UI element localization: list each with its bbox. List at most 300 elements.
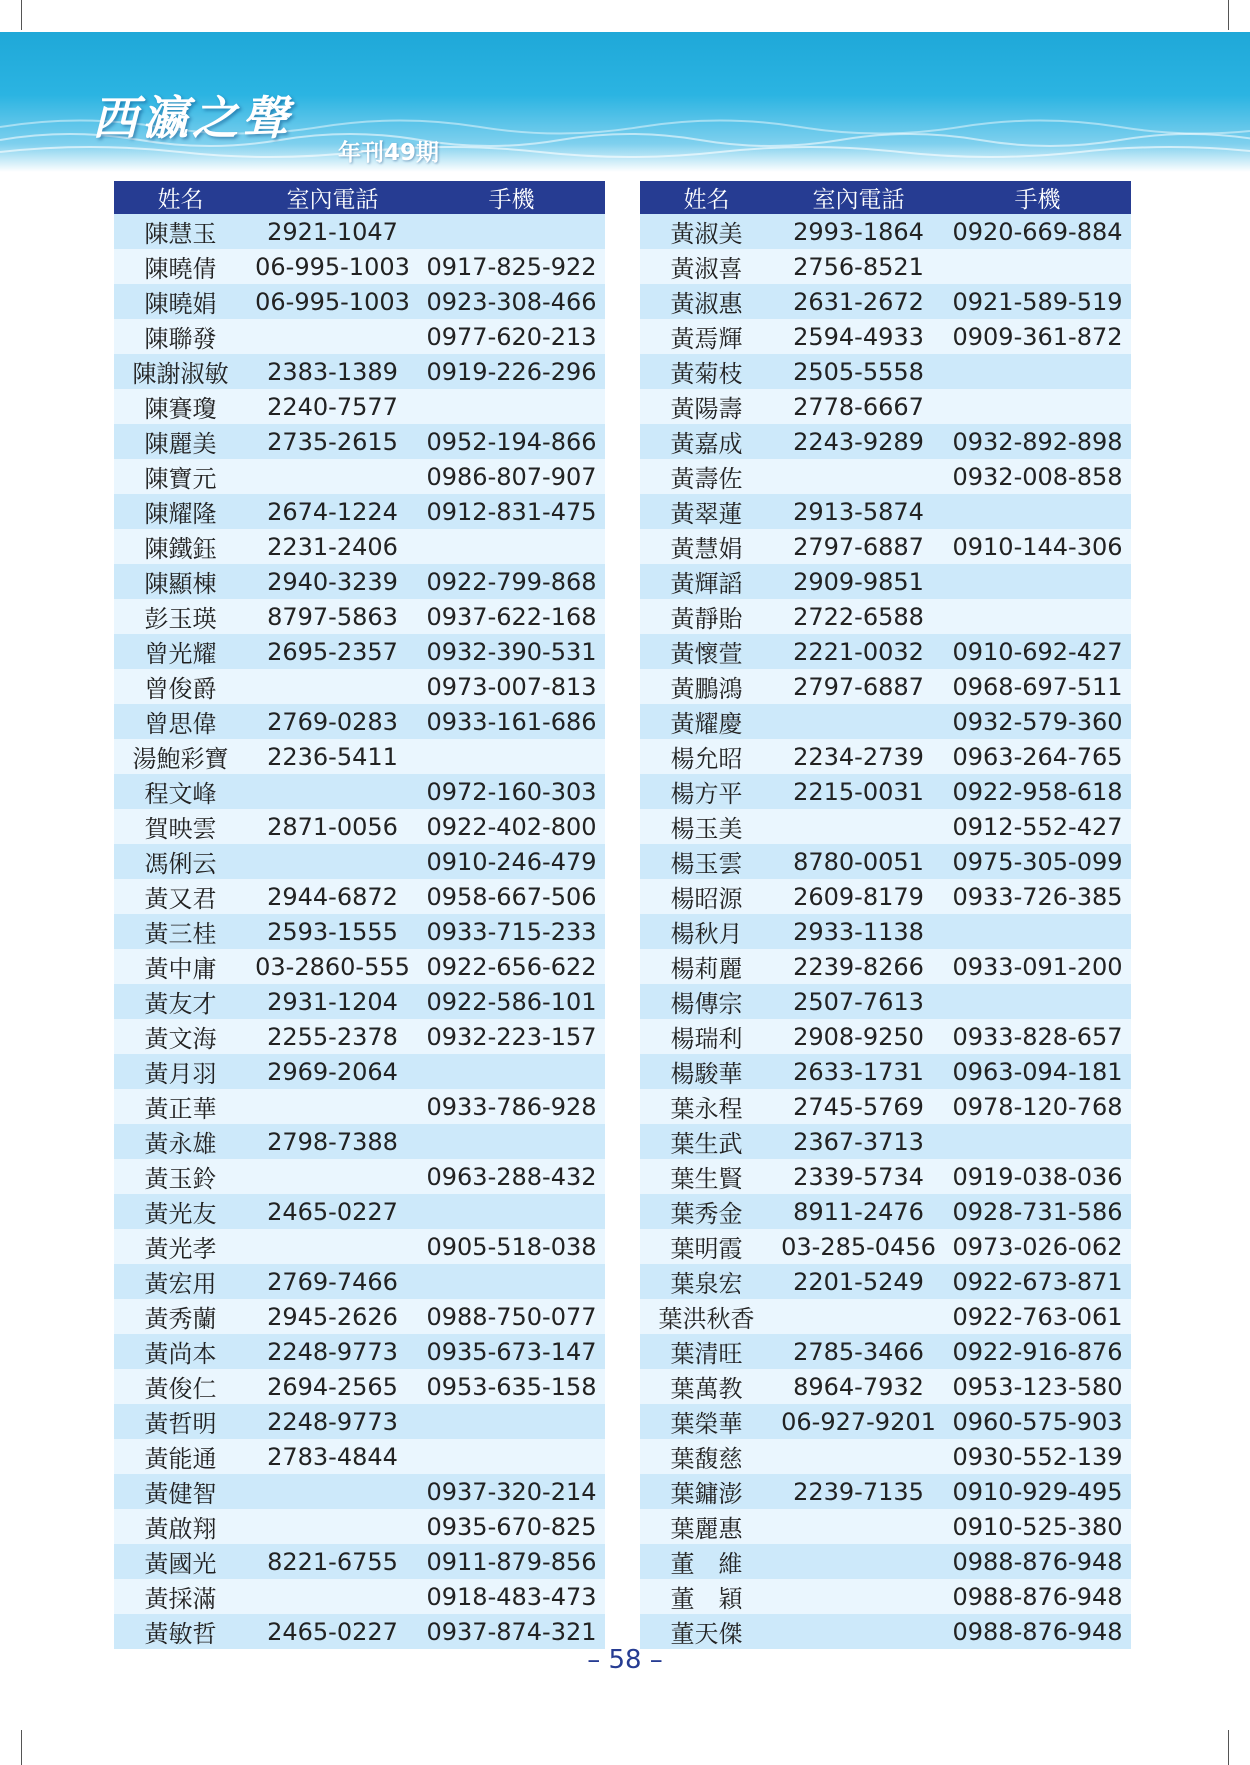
table-row [114,1159,605,1194]
name-cell: 葉永程 [640,1089,773,1124]
mobile-cell: 0952-194-866 [418,424,605,459]
home-phone-cell: 2694-2565 [247,1369,418,1404]
name-cell: 黃嘉成 [640,424,773,459]
issue-label: 年刊49期 [338,140,440,166]
table-row [114,1474,605,1509]
mobile-cell: 0988-750-077 [418,1299,605,1334]
name-cell: 黃哲明 [114,1404,247,1439]
name-cell: 曾俊爵 [114,669,247,704]
home-phone-cell: 2940-3239 [247,564,418,599]
table-row [114,1579,605,1614]
name-cell: 葉明霞 [640,1229,773,1264]
home-phone-cell [247,319,418,354]
table-row [640,354,1131,389]
table-row [114,1439,605,1474]
table-row [640,249,1131,284]
name-cell: 黃翠蓮 [640,494,773,529]
table-row [640,494,1131,529]
home-phone-cell: 2633-1731 [773,1054,944,1089]
home-phone-cell [773,809,944,844]
table-row [114,809,605,844]
home-phone-cell: 2201-5249 [773,1264,944,1299]
name-cell: 黃宏用 [114,1264,247,1299]
mobile-cell: 0910-246-479 [418,844,605,879]
mobile-cell: 0935-673-147 [418,1334,605,1369]
name-cell: 黃正華 [114,1089,247,1124]
name-cell: 葉馥慈 [640,1439,773,1474]
name-cell: 黃耀慶 [640,704,773,739]
table-row [640,1054,1131,1089]
home-phone-cell: 2593-1555 [247,914,418,949]
home-phone-cell: 2769-7466 [247,1264,418,1299]
table-header-row [114,181,605,214]
table-row [114,319,605,354]
table-row [640,1334,1131,1369]
home-phone-cell: 2769-0283 [247,704,418,739]
home-phone-cell: 2465-0227 [247,1614,418,1649]
table-row [114,1124,605,1159]
mobile-cell: 0911-879-856 [418,1544,605,1579]
mobile-cell [418,389,605,424]
mobile-cell: 0910-144-306 [944,529,1131,564]
name-cell: 陳顯棟 [114,564,247,599]
name-cell: 黃玉鈴 [114,1159,247,1194]
table-row [114,424,605,459]
name-cell: 楊玉雲 [640,844,773,879]
table-row [114,494,605,529]
table-row [640,984,1131,1019]
table-row [114,1054,605,1089]
table-row [114,774,605,809]
mobile-cell: 0919-038-036 [944,1159,1131,1194]
home-phone-cell: 2785-3466 [773,1334,944,1369]
mobile-cell: 0921-589-519 [944,284,1131,319]
directory-table-right [640,181,1131,1649]
home-phone-cell: 2674-1224 [247,494,418,529]
home-phone-cell: 2797-6887 [773,669,944,704]
home-phone-cell: 2339-5734 [773,1159,944,1194]
name-cell: 陳曉娟 [114,284,247,319]
name-cell: 陳寶元 [114,459,247,494]
mobile-cell: 0912-552-427 [944,809,1131,844]
mobile-cell: 0930-552-139 [944,1439,1131,1474]
home-phone-cell: 2745-5769 [773,1089,944,1124]
name-cell: 楊昭源 [640,879,773,914]
mobile-cell: 0910-525-380 [944,1509,1131,1544]
mobile-cell: 0920-669-884 [944,214,1131,249]
home-phone-cell: 06-995-1003 [247,284,418,319]
table-row [640,214,1131,249]
name-cell: 楊秋月 [640,914,773,949]
name-cell: 楊傳宗 [640,984,773,1019]
name-cell: 黃俊仁 [114,1369,247,1404]
name-cell: 黃壽佐 [640,459,773,494]
mobile-cell [944,914,1131,949]
name-cell: 楊莉麗 [640,949,773,984]
home-phone-cell: 2945-2626 [247,1299,418,1334]
name-cell: 葉萬教 [640,1369,773,1404]
mobile-cell [944,1124,1131,1159]
home-phone-cell: 2243-9289 [773,424,944,459]
table-row [114,1299,605,1334]
home-phone-cell: 2505-5558 [773,354,944,389]
crop-mark [21,1730,22,1765]
home-phone-cell: 2871-0056 [247,809,418,844]
home-phone-cell [247,1579,418,1614]
name-cell: 董 穎 [640,1579,773,1614]
home-phone-cell: 2778-6667 [773,389,944,424]
home-phone-cell: 2234-2739 [773,739,944,774]
home-phone-cell [773,1509,944,1544]
table-row [640,739,1131,774]
home-phone-cell [247,1509,418,1544]
home-phone-cell [773,1299,944,1334]
mobile-cell: 0977-620-213 [418,319,605,354]
mobile-cell: 0963-264-765 [944,739,1131,774]
mobile-cell: 0986-807-907 [418,459,605,494]
name-cell: 葉泉宏 [640,1264,773,1299]
name-cell: 黃輝謟 [640,564,773,599]
table-row [114,1194,605,1229]
home-phone-cell: 2248-9773 [247,1404,418,1439]
header-mobile: 手機 [418,181,605,214]
name-cell: 董 維 [640,1544,773,1579]
mobile-cell: 0953-123-580 [944,1369,1131,1404]
home-phone-cell: 2969-2064 [247,1054,418,1089]
mobile-cell: 0988-876-948 [944,1614,1131,1649]
table-row [114,1019,605,1054]
name-cell: 馮俐云 [114,844,247,879]
mobile-cell: 0933-091-200 [944,949,1131,984]
name-cell: 陳聯發 [114,319,247,354]
table-row [114,669,605,704]
table-row [640,1404,1131,1439]
home-phone-cell: 06-927-9201 [773,1404,944,1439]
crop-mark [21,0,22,30]
home-phone-cell: 2231-2406 [247,529,418,564]
name-cell: 黃友才 [114,984,247,1019]
name-cell: 陳曉倩 [114,249,247,284]
table-row [640,319,1131,354]
mobile-cell [944,249,1131,284]
header-mobile: 手機 [944,181,1131,214]
home-phone-cell [247,774,418,809]
table-row [640,1229,1131,1264]
crop-mark [1228,1730,1229,1765]
table-row [640,844,1131,879]
header-home-phone: 室內電話 [773,181,944,214]
table-row [114,389,605,424]
table-row [640,704,1131,739]
home-phone-cell: 2367-3713 [773,1124,944,1159]
table-row [640,1579,1131,1614]
home-phone-cell: 2383-1389 [247,354,418,389]
home-phone-cell: 2248-9773 [247,1334,418,1369]
mobile-cell: 0935-670-825 [418,1509,605,1544]
table-row [640,1194,1131,1229]
table-row [114,1544,605,1579]
mobile-cell: 0928-731-586 [944,1194,1131,1229]
table-row [640,1509,1131,1544]
name-cell: 黃菊枝 [640,354,773,389]
table-row [114,1509,605,1544]
name-cell: 程文峰 [114,774,247,809]
table-row [114,529,605,564]
mobile-cell: 0932-892-898 [944,424,1131,459]
home-phone-cell: 2631-2672 [773,284,944,319]
mobile-cell [418,214,605,249]
mobile-cell: 0963-094-181 [944,1054,1131,1089]
name-cell: 董天傑 [640,1614,773,1649]
mobile-cell: 0975-305-099 [944,844,1131,879]
table-row [640,669,1131,704]
header-home-phone: 室內電話 [247,181,418,214]
name-cell: 陳賽瓊 [114,389,247,424]
home-phone-cell: 2239-8266 [773,949,944,984]
name-cell: 葉生武 [640,1124,773,1159]
table-row [640,914,1131,949]
mobile-cell [418,1194,605,1229]
table-row [640,1369,1131,1404]
home-phone-cell [247,1229,418,1264]
mobile-cell: 0937-320-214 [418,1474,605,1509]
name-cell: 葉榮華 [640,1404,773,1439]
home-phone-cell [773,459,944,494]
name-cell: 賀映雲 [114,809,247,844]
home-phone-cell: 2909-9851 [773,564,944,599]
table-row [640,879,1131,914]
name-cell: 葉清旺 [640,1334,773,1369]
name-cell: 黃焉輝 [640,319,773,354]
table-row [640,284,1131,319]
mobile-cell [418,1404,605,1439]
name-cell: 葉鏞澎 [640,1474,773,1509]
name-cell: 葉麗惠 [640,1509,773,1544]
home-phone-cell: 8780-0051 [773,844,944,879]
name-cell: 黃月羽 [114,1054,247,1089]
mobile-cell: 0953-635-158 [418,1369,605,1404]
name-cell: 黃鵬鴻 [640,669,773,704]
home-phone-cell: 2944-6872 [247,879,418,914]
mobile-cell: 0932-223-157 [418,1019,605,1054]
mobile-cell: 0933-828-657 [944,1019,1131,1054]
magazine-title: 西瀛之聲 [92,91,292,145]
name-cell: 黃光孝 [114,1229,247,1264]
mobile-cell [418,739,605,774]
mobile-cell [944,564,1131,599]
mobile-cell: 0933-786-928 [418,1089,605,1124]
name-cell: 陳鐵鈺 [114,529,247,564]
mobile-cell: 0973-026-062 [944,1229,1131,1264]
table-row [114,1089,605,1124]
mobile-cell [418,1054,605,1089]
name-cell: 黃健智 [114,1474,247,1509]
name-cell: 楊允昭 [640,739,773,774]
mobile-cell: 0909-361-872 [944,319,1131,354]
mobile-cell: 0933-161-686 [418,704,605,739]
home-phone-cell: 2236-5411 [247,739,418,774]
mobile-cell: 0968-697-511 [944,669,1131,704]
name-cell: 黃中庸 [114,949,247,984]
home-phone-cell: 8797-5863 [247,599,418,634]
home-phone-cell [247,669,418,704]
name-cell: 陳麗美 [114,424,247,459]
table-row [114,1334,605,1369]
mobile-cell: 0960-575-903 [944,1404,1131,1439]
table-row [640,1019,1131,1054]
table-row [114,844,605,879]
mobile-cell: 0973-007-813 [418,669,605,704]
name-cell: 黃淑喜 [640,249,773,284]
table-row [114,1404,605,1439]
mobile-cell: 0910-929-495 [944,1474,1131,1509]
home-phone-cell: 03-285-0456 [773,1229,944,1264]
home-phone-cell: 8221-6755 [247,1544,418,1579]
mobile-cell [418,1264,605,1299]
table-row [114,1264,605,1299]
mobile-cell: 0978-120-768 [944,1089,1131,1124]
mobile-cell: 0933-715-233 [418,914,605,949]
home-phone-cell: 2933-1138 [773,914,944,949]
table-row [640,949,1131,984]
home-phone-cell: 2695-2357 [247,634,418,669]
name-cell: 曾思偉 [114,704,247,739]
table-row [114,984,605,1019]
home-phone-cell [773,1579,944,1614]
home-phone-cell: 2913-5874 [773,494,944,529]
name-cell: 曾光耀 [114,634,247,669]
home-phone-cell: 2722-6588 [773,599,944,634]
mobile-cell: 0937-622-168 [418,599,605,634]
name-cell: 黃懷萱 [640,634,773,669]
mobile-cell [418,529,605,564]
mobile-cell: 0932-390-531 [418,634,605,669]
name-cell: 黃三桂 [114,914,247,949]
table-row [640,1299,1131,1334]
home-phone-cell: 2921-1047 [247,214,418,249]
table-row [114,914,605,949]
mobile-cell: 0963-288-432 [418,1159,605,1194]
home-phone-cell: 2221-0032 [773,634,944,669]
name-cell: 黃靜貽 [640,599,773,634]
home-phone-cell: 2594-4933 [773,319,944,354]
mobile-cell: 0919-226-296 [418,354,605,389]
mobile-cell: 0918-483-473 [418,1579,605,1614]
table-row [640,809,1131,844]
mobile-cell: 0923-308-466 [418,284,605,319]
home-phone-cell: 2240-7577 [247,389,418,424]
home-phone-cell: 2465-0227 [247,1194,418,1229]
name-cell: 陳謝淑敏 [114,354,247,389]
home-phone-cell: 8911-2476 [773,1194,944,1229]
mobile-cell [418,1124,605,1159]
name-cell: 黃光友 [114,1194,247,1229]
mobile-cell: 0932-008-858 [944,459,1131,494]
table-row [114,949,605,984]
mobile-cell: 0922-763-061 [944,1299,1131,1334]
table-row [640,1544,1131,1579]
mobile-cell: 0922-586-101 [418,984,605,1019]
name-cell: 楊玉美 [640,809,773,844]
table-row [640,564,1131,599]
home-phone-cell: 2255-2378 [247,1019,418,1054]
mobile-cell: 0988-876-948 [944,1579,1131,1614]
mobile-cell: 0912-831-475 [418,494,605,529]
table-row [114,214,605,249]
home-phone-cell: 2215-0031 [773,774,944,809]
mobile-cell: 0972-160-303 [418,774,605,809]
name-cell: 黃慧娟 [640,529,773,564]
mobile-cell: 0922-673-871 [944,1264,1131,1299]
home-phone-cell [247,844,418,879]
name-cell: 黃敏哲 [114,1614,247,1649]
table-row [640,774,1131,809]
header-name: 姓名 [114,181,247,214]
header-banner [0,32,1250,172]
header-name: 姓名 [640,181,773,214]
home-phone-cell: 2783-4844 [247,1439,418,1474]
page-number: – 58 – [587,1645,663,1675]
name-cell: 湯鮑彩寶 [114,739,247,774]
home-phone-cell [247,1474,418,1509]
name-cell: 陳耀隆 [114,494,247,529]
table-row [114,879,605,914]
mobile-cell [944,354,1131,389]
name-cell: 楊方平 [640,774,773,809]
name-cell: 黃淑美 [640,214,773,249]
name-cell: 葉洪秋香 [640,1299,773,1334]
table-row [114,739,605,774]
table-row [640,634,1131,669]
mobile-cell: 0917-825-922 [418,249,605,284]
name-cell: 黃永雄 [114,1124,247,1159]
table-row [640,599,1131,634]
name-cell: 黃秀蘭 [114,1299,247,1334]
name-cell: 黃國光 [114,1544,247,1579]
home-phone-cell [247,1089,418,1124]
mobile-cell: 0922-958-618 [944,774,1131,809]
home-phone-cell [247,1159,418,1194]
table-row [114,1369,605,1404]
mobile-cell: 0933-726-385 [944,879,1131,914]
crop-mark [1228,0,1229,30]
name-cell: 楊瑞利 [640,1019,773,1054]
name-cell: 葉生賢 [640,1159,773,1194]
name-cell: 黃採滿 [114,1579,247,1614]
table-row [640,1264,1131,1299]
table-row [114,1614,605,1649]
name-cell: 陳慧玉 [114,214,247,249]
mobile-cell [418,1439,605,1474]
mobile-cell: 0937-874-321 [418,1614,605,1649]
name-cell: 黃淑惠 [640,284,773,319]
mobile-cell: 0988-876-948 [944,1544,1131,1579]
table-row [114,354,605,389]
home-phone-cell: 2507-7613 [773,984,944,1019]
table-row [114,704,605,739]
name-cell: 黃能通 [114,1439,247,1474]
home-phone-cell: 2908-9250 [773,1019,944,1054]
table-header-row [640,181,1131,214]
table-row [640,389,1131,424]
mobile-cell [944,494,1131,529]
home-phone-cell: 2797-6887 [773,529,944,564]
home-phone-cell: 2609-8179 [773,879,944,914]
home-phone-cell: 03-2860-555 [247,949,418,984]
home-phone-cell: 8964-7932 [773,1369,944,1404]
name-cell: 楊駿華 [640,1054,773,1089]
mobile-cell: 0922-916-876 [944,1334,1131,1369]
